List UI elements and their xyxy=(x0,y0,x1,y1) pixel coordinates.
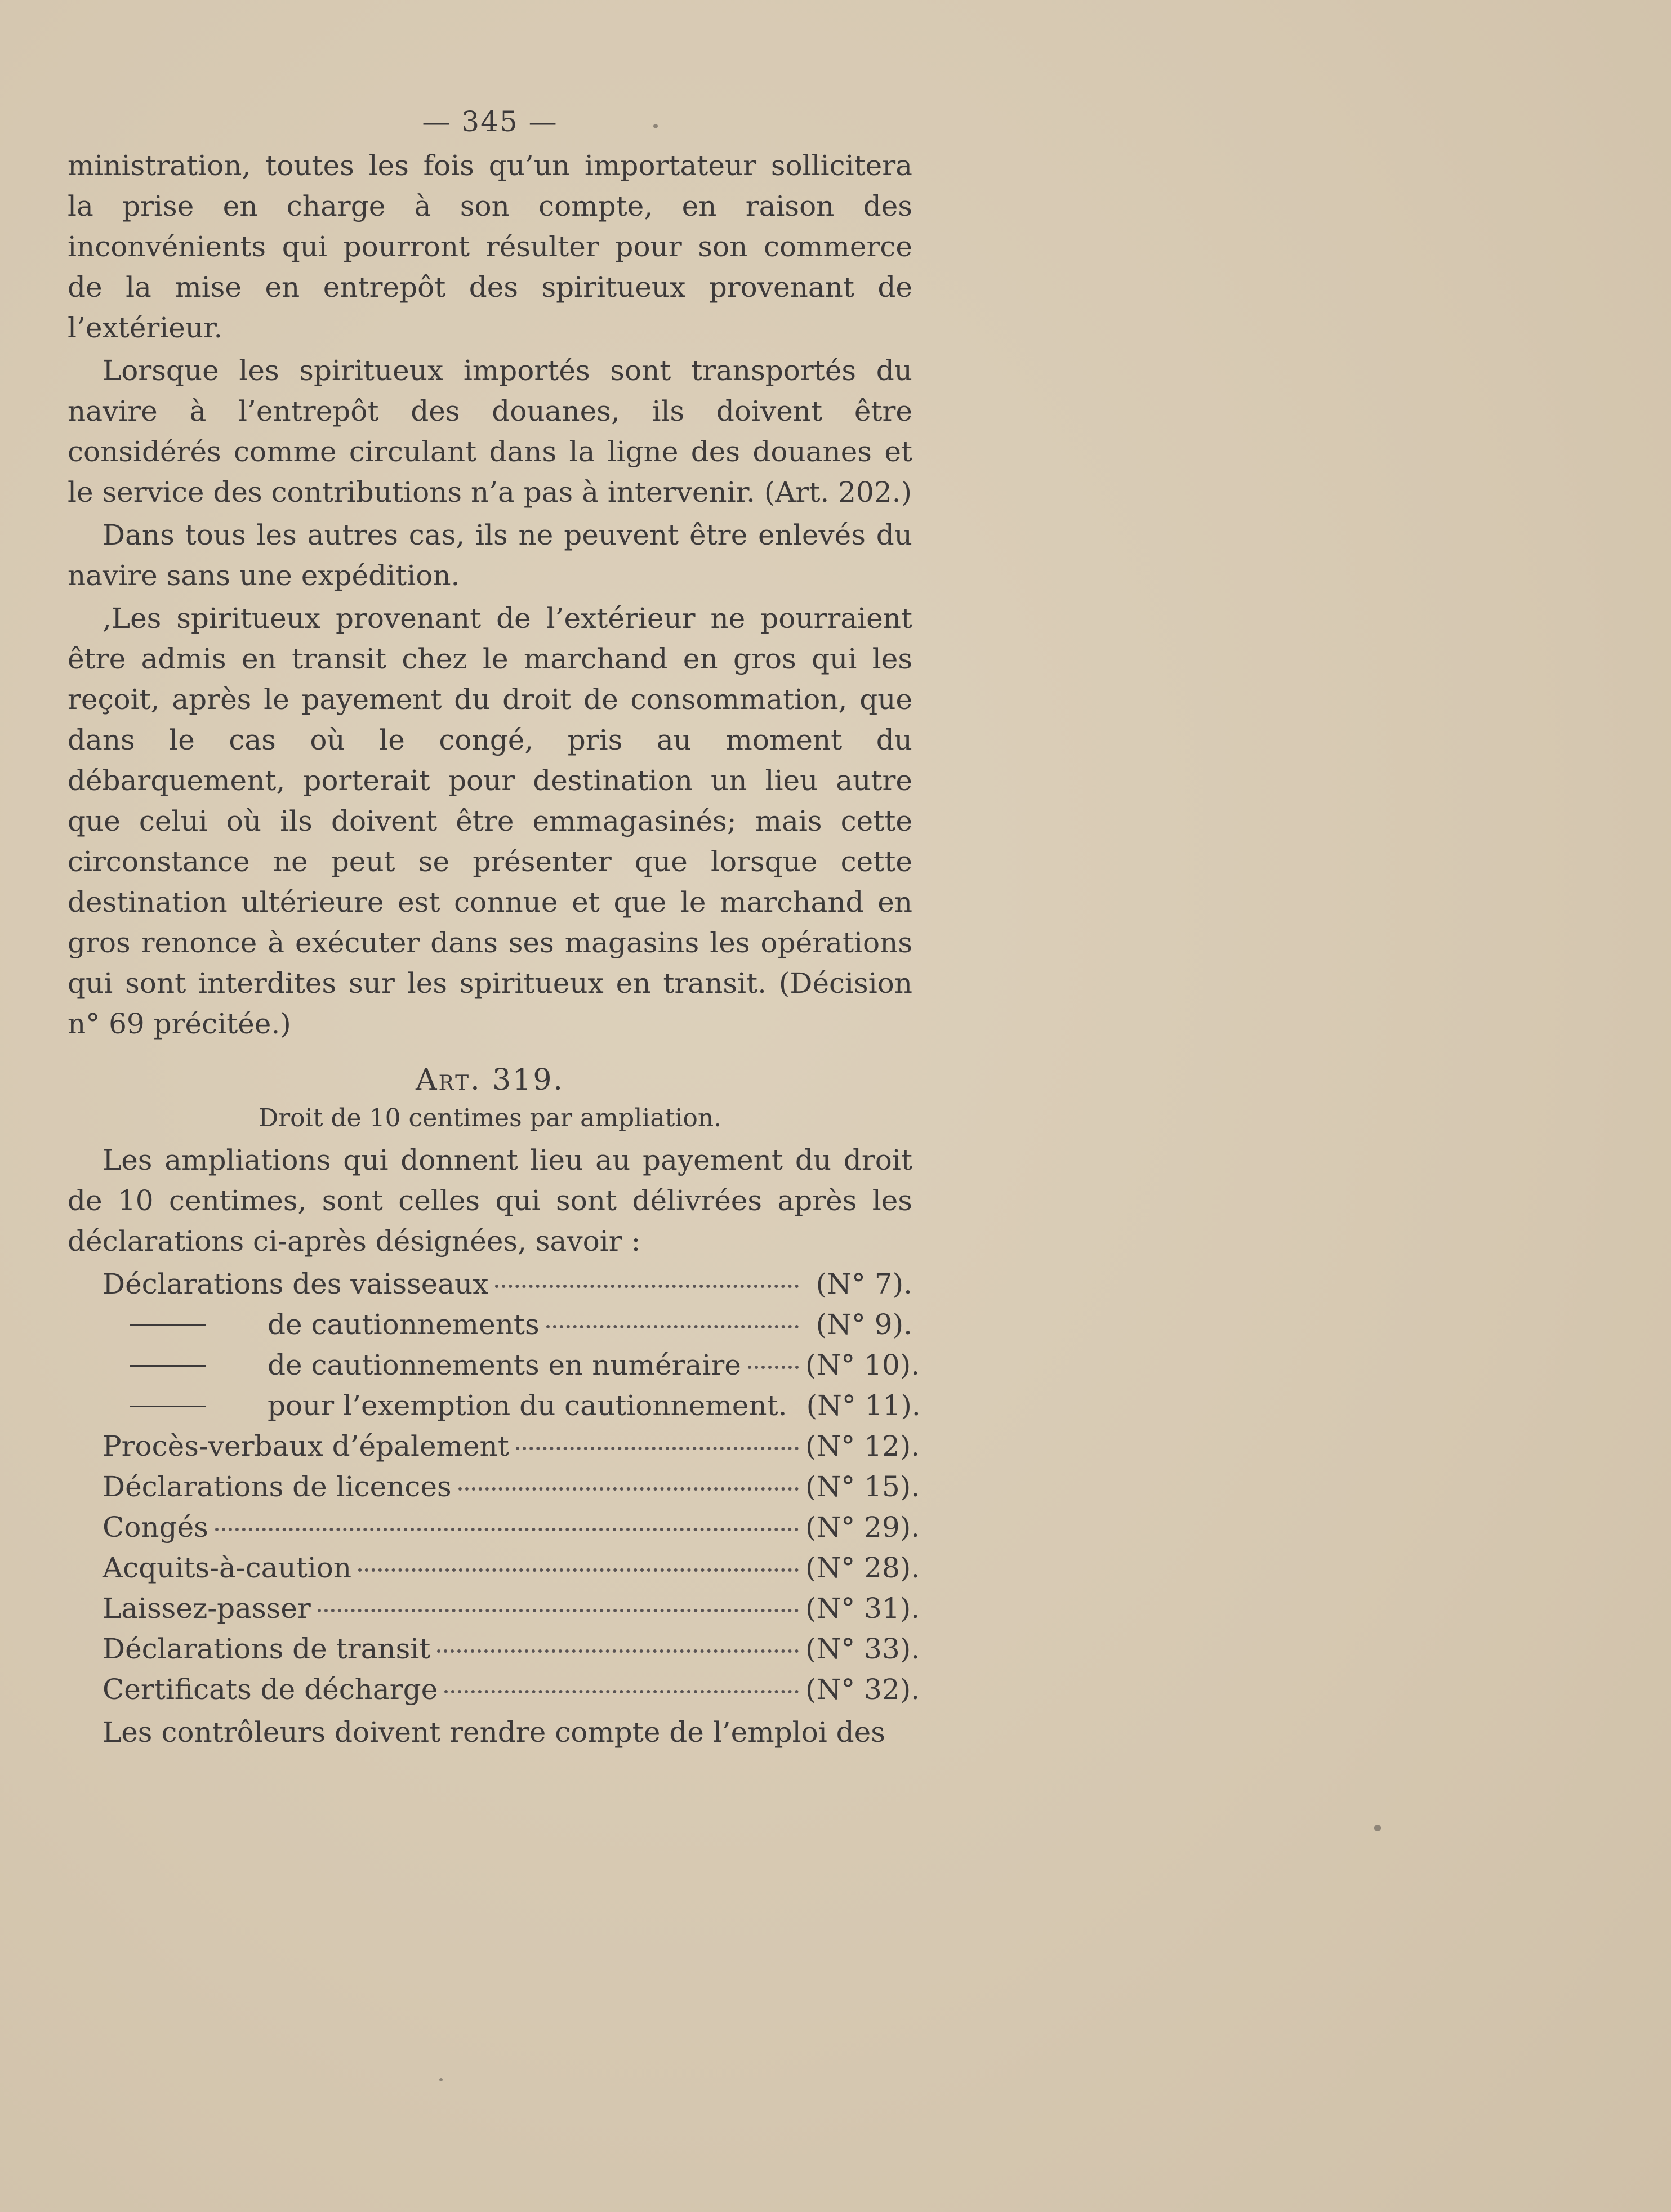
entry-label: Acquits-à-caution xyxy=(103,1551,352,1584)
dot-leader xyxy=(516,1447,799,1450)
dot-leader xyxy=(794,1406,800,1410)
list-item xyxy=(68,1264,912,1304)
dot-leader xyxy=(495,1285,799,1288)
entry-number: (N° 7). xyxy=(816,1268,912,1300)
ditto-dash xyxy=(130,1324,206,1326)
paragraph-transport: Lorsque les spiritueux importés sont transportés du navire à l’entrepôt des douanes, ils doivent être considérés comme circulant dans la ligne des douanes et le service des contributions n’a pas à intervenir. (Art. 202.) xyxy=(68,354,912,509)
entry-number: (N° 33). xyxy=(805,1633,920,1665)
list-item xyxy=(68,1304,912,1345)
article-prefix: Art. xyxy=(416,1063,482,1097)
declarations-list xyxy=(68,1264,921,1710)
dot-leader xyxy=(444,1690,799,1693)
article-subtitle: Droit de 10 centimes par ampliation. xyxy=(258,1104,722,1132)
list-item xyxy=(68,1588,920,1629)
entry-number: (N° 11). xyxy=(806,1389,921,1422)
list-item xyxy=(68,1345,920,1385)
list-item xyxy=(68,1466,920,1507)
paper-speck xyxy=(439,2078,443,2081)
entry-label: de cautionnements en numéraire xyxy=(268,1349,741,1381)
entry-number: (N° 12). xyxy=(805,1430,920,1462)
entry-number: (N° 29). xyxy=(805,1511,920,1544)
list-item xyxy=(68,1547,920,1588)
closing-line: Les contrôleurs doivent rendre compte de l’emploi des xyxy=(103,1716,885,1749)
page-number: — 345 — xyxy=(422,105,558,138)
paragraph-continuation: ministration, toutes les fois qu’un importateur sollicitera la prise en charge à son compte, en raison des inconvénients qui pourront résulter pour son commerce de la mise en entrepôt des spiritueux provenant de l’extérieur. xyxy=(68,149,912,344)
entry-number: (N° 9). xyxy=(816,1308,912,1341)
entry-label: pour l’exemption du cautionnement. xyxy=(268,1389,787,1422)
dot-leader xyxy=(318,1609,799,1612)
dot-leader xyxy=(546,1325,799,1328)
entry-label: Certificats de décharge xyxy=(103,1673,438,1706)
dot-leader xyxy=(748,1366,799,1369)
dot-leader xyxy=(358,1568,799,1572)
paragraph-transit: ,Les spiritueux provenant de l’extérieur ne pourraient être admis en transit chez le marchand en gros qui les reçoit, après le payement du droit de consommation, que dans le cas où le congé, pris au moment du débarquement, porterait pour destination un lieu autre que celui où ils doivent être emmagasinés; mais cette circonstance ne peut se présenter que lorsque cette destination ultérieure est connue et que le marchand en gros renonce à exécuter dans ses magasins les opérations qui sont interdites sur les spiritueux en transit. (Décision n° 69 précitée.) xyxy=(68,602,912,1040)
entry-number: (N° 15). xyxy=(805,1470,920,1503)
ditto-dash xyxy=(130,1365,206,1367)
list-item xyxy=(68,1669,920,1710)
entry-label: Laissez-passer xyxy=(103,1592,311,1625)
entry-number: (N° 32). xyxy=(805,1673,920,1706)
entry-label: Déclarations de transit xyxy=(103,1633,431,1665)
list-item xyxy=(68,1385,921,1426)
entry-label: de cautionnements xyxy=(268,1308,540,1341)
entry-label: Congés xyxy=(103,1511,208,1544)
dot-leader xyxy=(437,1649,799,1653)
entry-number: (N° 31). xyxy=(805,1592,920,1625)
article-heading xyxy=(68,1060,912,1100)
list-item xyxy=(68,1507,920,1547)
dot-leader xyxy=(215,1528,799,1531)
paragraph-other-cases: Dans tous les autres cas, ils ne peuvent être enlevés du navire sans une expédition. xyxy=(68,519,912,592)
list-item xyxy=(68,1629,920,1669)
dot-leader xyxy=(458,1487,799,1491)
entry-number: (N° 28). xyxy=(805,1551,920,1584)
article-number: 319. xyxy=(492,1063,564,1097)
entry-label: Déclarations des vaisseaux xyxy=(103,1268,489,1300)
paper-speck xyxy=(653,124,658,128)
list-item xyxy=(68,1426,920,1466)
article-intro: Les ampliations qui donnent lieu au payement du droit de 10 centimes, sont celles qui sont délivrées après les déclarations ci-après désignées, savoir : xyxy=(68,1144,912,1257)
text-column xyxy=(68,101,921,1755)
paper-speck xyxy=(1374,1825,1381,1831)
entry-label: Procès-verbaux d’épalement xyxy=(103,1430,509,1462)
ditto-dash xyxy=(130,1406,206,1407)
entry-label: Déclarations de licences xyxy=(103,1470,452,1503)
entry-number: (N° 10). xyxy=(805,1349,920,1381)
